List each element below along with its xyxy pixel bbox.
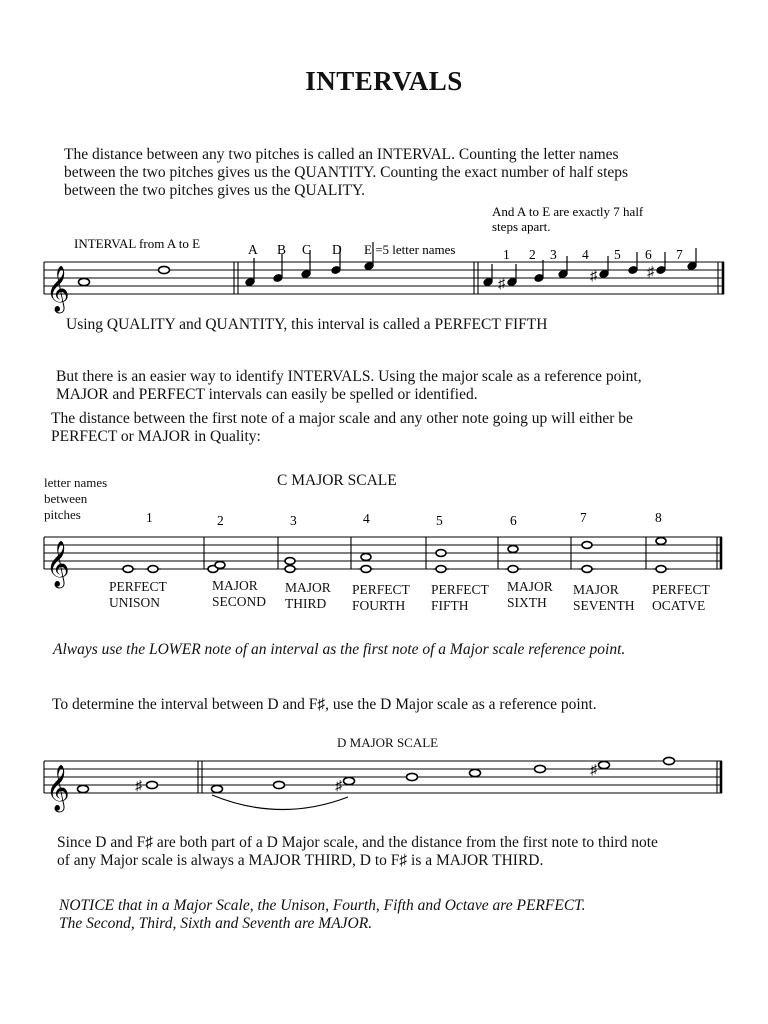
interval-label: INTERVAL from A to E [74,236,201,251]
half-step-number: 1 [503,247,510,262]
sharp-icon: ♯ [498,277,505,292]
half-step-number: 2 [529,247,536,262]
interval-name-octave: PERFECT OCATVE [652,582,710,613]
easier-line: MAJOR and PERFECT intervals can easily be spelled or identified. [56,386,478,403]
sharp-icon: ♯ [335,779,342,794]
seventh-notes [579,542,595,573]
whole-note [436,566,446,573]
treble-clef-icon: 𝄞 [46,765,70,810]
staff-lines [44,761,722,793]
whole-note [344,777,355,784]
distance-paragraph [51,410,633,446]
half-step-number: 6 [645,247,652,262]
page-title: INTERVALS [305,66,463,96]
staff-lines [44,262,724,294]
whole-note [78,785,89,792]
d-example-intro: To determine the interval between D and F♯, use the D Major scale as a reference point. [52,696,597,713]
half-step-number: 5 [614,247,621,262]
interval-name-second: MAJOR SECOND [212,578,267,609]
fourth-notes [358,554,374,573]
sharp-icon: ♯ [590,763,597,778]
half-step-number: 7 [676,247,683,262]
notice-paragraph [59,897,586,933]
lower-note-rule: Always use the LOWER note of an interval as the first note of a Major scale reference point. [53,641,626,658]
whole-note [285,566,295,573]
interval-name-third: MAJOR THIRD [285,580,331,611]
whole-note [656,538,666,545]
sharp-icon: ♯ [135,779,142,794]
whole-note [582,542,592,549]
easier-paragraph [56,368,642,404]
interval-name-sixth: MAJOR SIXTH [507,579,553,610]
intro-paragraph [64,146,628,200]
whole-note [215,562,225,569]
whole-note [361,566,371,573]
notice-line: NOTICE that in a Major Scale, the Unison, Fourth, Fifth and Octave are PERFECT. [59,897,586,914]
scale-degree-number: 4 [363,511,370,526]
whole-note [664,757,675,764]
whole-note [535,765,546,772]
third-notes [282,558,298,573]
half-steps-note-line: steps apart. [492,219,551,234]
sharp-icon: ♯ [590,269,597,284]
whole-note [656,566,666,573]
whole-note [599,761,610,768]
whole-note [159,266,170,273]
sharp-icon: ♯ [647,265,654,280]
d-major-notes [212,757,675,794]
distance-line: PERFECT or MAJOR in Quality: [51,428,261,445]
whole-note [285,558,295,565]
whole-note [407,773,418,780]
interval-name-fourth: PERFECT FOURTH [352,582,410,613]
treble-clef-icon: 𝄞 [46,541,70,586]
scale-degree-number: 3 [290,513,297,528]
whole-note [361,554,371,561]
interval-name-unison: PERFECT UNISON [109,579,167,610]
a-to-e-staff [0,198,768,311]
scale-degree-number: 8 [655,510,662,525]
half-step-number: 3 [550,247,557,262]
treble-clef-icon: 𝄞 [46,266,70,311]
example1-conclusion: Using QUALITY and QUANTITY, this interval is called a PERFECT FIFTH [66,316,548,333]
whole-note [436,550,446,557]
whole-note [148,566,158,573]
d-major-staff [0,745,768,825]
whole-note [274,781,285,788]
half-steps-note-line: And A to E are exactly 7 half [492,204,644,219]
d-example-summary [57,834,658,870]
letter-names-line: letter names [44,475,108,490]
intro-line: between the two pitches gives us the QUALITY. [64,182,366,199]
c-major-scale-title: C MAJOR SCALE [277,472,397,489]
letter-label: D [332,242,342,257]
letter-count-label: E =5 letter names [364,242,456,257]
whole-note [147,781,158,788]
letter-names-line: between [44,491,88,506]
interval-name-seventh: MAJOR SEVENTH [573,582,635,613]
whole-note [123,566,133,573]
second-notes [206,562,225,573]
d-major-scale-title: D MAJOR SCALE [337,735,439,750]
letter-label: A [248,242,258,257]
summary-line: of any Major scale is always a MAJOR THIRD, D to F♯ is a MAJOR THIRD. [57,852,544,869]
whole-note [79,278,90,285]
scale-degree-number: 7 [580,510,587,525]
distance-line: The distance between the first note of a major scale and any other note going up will either be [51,410,633,427]
letter-names-line: pitches [44,507,81,522]
interval-name-fifth: PERFECT FIFTH [431,582,489,613]
scale-degree-number: 5 [436,513,443,528]
notice-line: The Second, Third, Sixth and Seventh are MAJOR. [59,915,373,932]
whole-note [582,566,592,573]
scale-degree-number: 2 [217,513,224,528]
whole-note [508,566,518,573]
intro-line: The distance between any two pitches is called an INTERVAL. Counting the letter names [64,146,619,163]
sixth-notes [505,546,521,573]
whole-note [470,769,481,776]
staff-lines [44,537,722,569]
easier-line: But there is an easier way to identify INTERVALS. Using the major scale as a reference point, [56,368,642,385]
intro-line: between the two pitches gives us the QUANTITY. Counting the exact number of half steps [64,164,629,181]
scale-degree-number: 6 [510,513,517,528]
whole-note [212,785,223,792]
summary-line: Since D and F♯ are both part of a D Major scale, and the distance from the first note to third note [57,834,658,851]
octave-notes [653,538,669,573]
letter-label: C [302,242,312,257]
letter-label: B [277,242,287,257]
whole-note [508,546,518,553]
scale-degree-number: 1 [146,510,153,525]
half-step-number: 4 [582,247,589,262]
slur [212,795,348,810]
